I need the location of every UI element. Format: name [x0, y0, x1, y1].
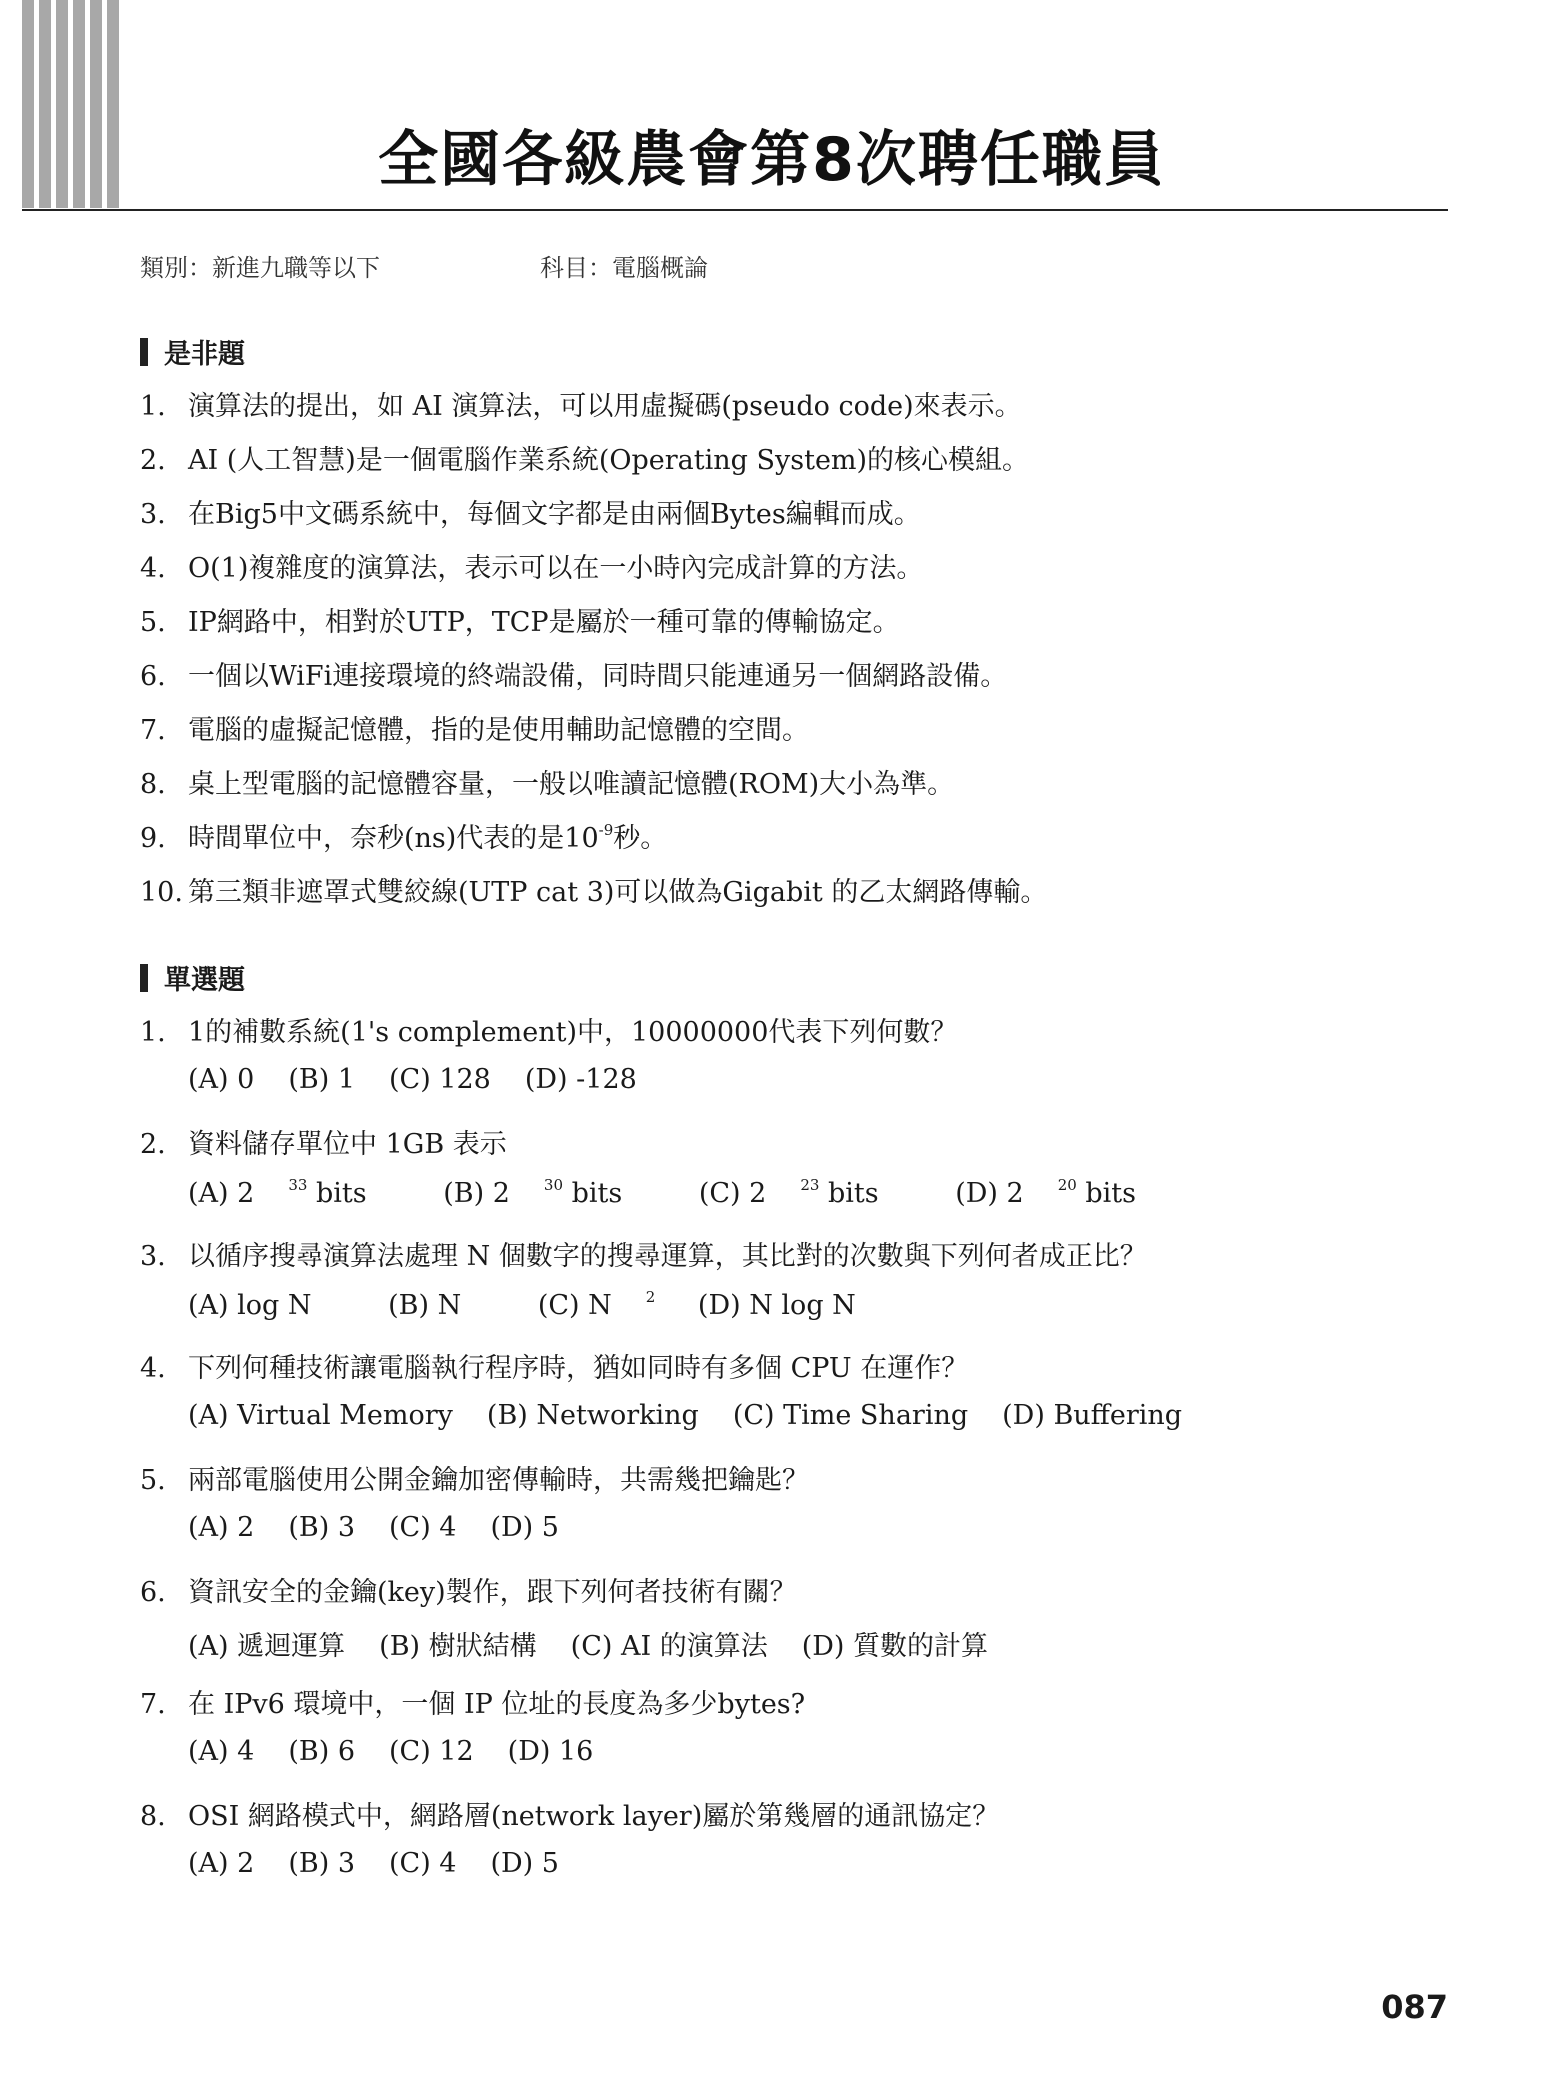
mc-question: 1. 1的補數系統(1's complement)中，10000000代表下列何數？	[140, 1017, 958, 1048]
mc-options: (A) 2 $^{33}$ bits (B) 2 $^{30}$ bits (C) 2 $^{23}$ bits (D) 2 $^{20}$ bits	[188, 1176, 1137, 1209]
title-divider	[22, 209, 1448, 211]
mc-options: (A) Virtual Memory (B) Networking (C) Time Sharing (D) Buffering	[188, 1400, 1183, 1431]
tf-question: 2. AI (人工智慧)是一個電腦作業系統(Operating System)的核心模組。	[140, 445, 1030, 476]
tf-question: 10. 第三類非遮罩式雙絞線(UTP cat 3)可以做為Gigabit 的乙太網路傳輸。	[140, 877, 1048, 908]
tf-question: 7. 電腦的虛擬記憶體，指的是使用輔助記憶體的空間。	[140, 715, 809, 746]
section-marker	[140, 338, 148, 366]
mc-options: (A) 遞迴運算 (B) 樹狀結構 (C) AI 的演算法 (D) 質數的計算	[188, 1631, 989, 1662]
mc-question: 5. 兩部電腦使用公開金鑰加密傳輸時，共需幾把鑰匙？	[140, 1465, 809, 1496]
page-title: 全國各級農會第8次聘任職員	[378, 125, 1166, 195]
mc-options: (A) log N (B) N (C) N $^2$ (D) N log N	[188, 1288, 856, 1321]
tf-question: 1. 演算法的提出，如 AI 演算法，可以用虛擬碼(pseudo code)來表示。	[140, 391, 1022, 422]
exam-meta	[140, 248, 708, 283]
mc-options: (A) 0 (B) 1 (C) 128 (D) -128	[188, 1064, 637, 1095]
mc-question: 4. 下列何種技術讓電腦執行程序時，猶如同時有多個 CPU 在運作？	[140, 1353, 969, 1384]
tf-question: 6. 一個以WiFi連接環境的終端設備，同時間只能連通另一個網路設備。	[140, 661, 1008, 692]
tf-question: 5. IP網路中，相對於UTP，TCP是屬於一種可靠的傳輸協定。	[140, 607, 900, 638]
section-title: 單選題	[164, 965, 245, 996]
exam-category: 類別：新進九職等以下	[140, 254, 380, 282]
mc-question: 8. OSI 網路模式中，網路層(network layer)屬於第幾層的通訊協定？	[140, 1801, 1000, 1832]
tf-question: 8. 桌上型電腦的記憶體容量，一般以唯讀記憶體(ROM)大小為準。	[140, 769, 955, 800]
tf-question: 4. O(1)複雜度的演算法，表示可以在一小時內完成計算的方法。	[140, 553, 924, 584]
tf-question: 3. 在Big5中文碼系統中，每個文字都是由兩個Bytes編輯而成。	[140, 499, 921, 530]
section-true-false	[140, 332, 245, 371]
section-marker	[140, 964, 148, 992]
tf-question: 9. 時間單位中，奈秒(ns)代表的是$10^{-9}$秒。	[140, 821, 668, 854]
mc-options: (A) 4 (B) 6 (C) 12 (D) 16	[188, 1736, 594, 1767]
page-number: 087	[1381, 1988, 1448, 2026]
mc-question: 6. 資訊安全的金鑰(key)製作，跟下列何者技術有關？	[140, 1577, 797, 1608]
mc-question: 3. 以循序搜尋演算法處理 N 個數字的搜尋運算，其比對的次數與下列何者成正比？	[140, 1241, 1147, 1272]
section-multiple-choice	[140, 958, 245, 997]
mc-question: 2. 資料儲存單位中 1GB 表示	[140, 1129, 507, 1160]
exam-subject: 科目：電腦概論	[540, 254, 708, 282]
mc-options: (A) 2 (B) 3 (C) 4 (D) 5	[188, 1848, 559, 1879]
mc-question: 7. 在 IPv6 環境中，一個 IP 位址的長度為多少bytes?	[140, 1689, 806, 1720]
section-title: 是非題	[164, 339, 245, 370]
mc-options: (A) 2 (B) 3 (C) 4 (D) 5	[188, 1512, 559, 1543]
